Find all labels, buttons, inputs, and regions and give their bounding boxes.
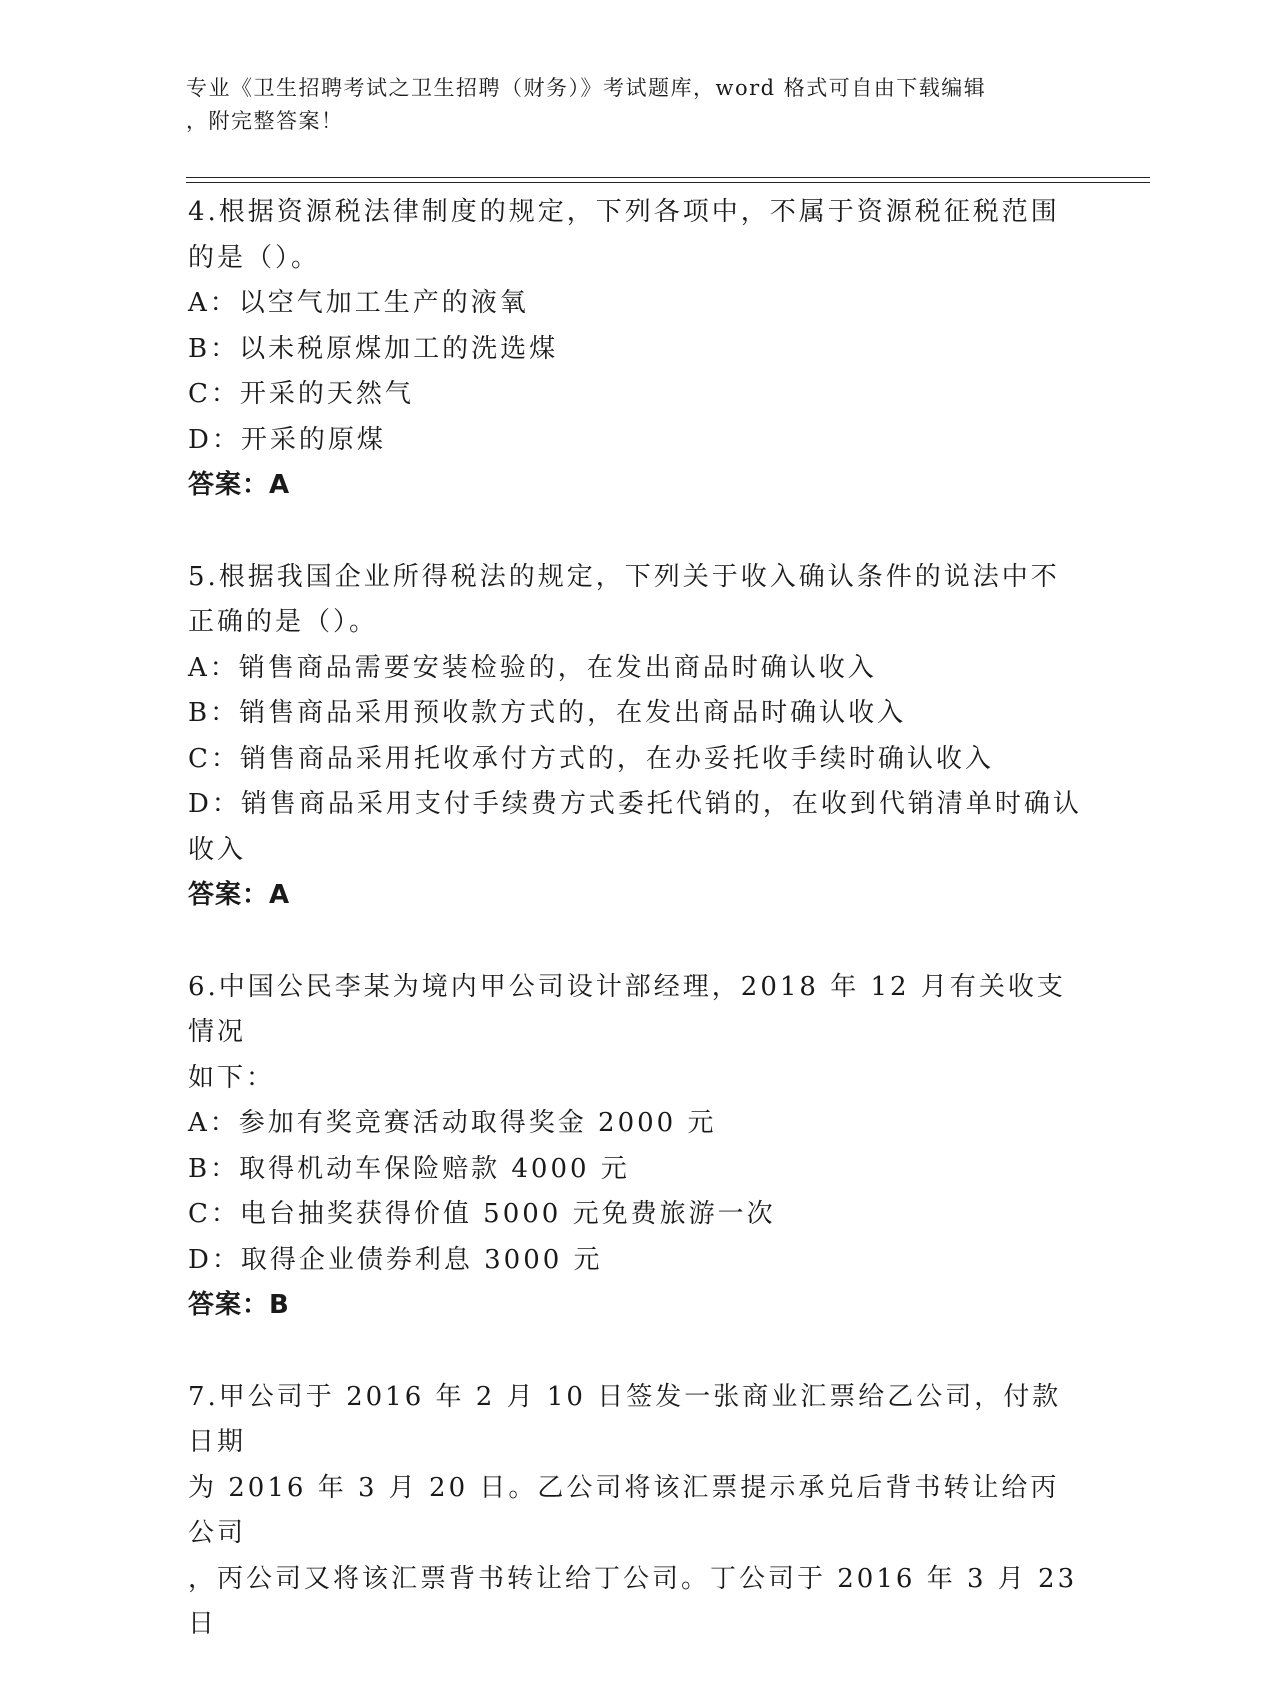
- option-a: A：参加有奖竞赛活动取得奖金 2000 元: [188, 1108, 717, 1138]
- question-list: [188, 190, 1088, 1694]
- option-d: D：取得企业债券利息 3000 元: [188, 1244, 603, 1275]
- header-rule-bottom: [186, 182, 1150, 183]
- option-c: C：电台抽奖获得价值 5000 元免费旅游一次: [188, 1199, 776, 1229]
- question-6: [188, 965, 1088, 1329]
- question-text-line: 如下：: [188, 1062, 276, 1093]
- option-a: A：销售商品需要安装检验的，在发出商品时确认收入: [188, 652, 877, 683]
- header-rule-top: [186, 177, 1150, 178]
- question-text-line: 为 2016 年 3 月 20 日。乙公司将该汇票提示承兑后背书转让给丙公司: [188, 1472, 1060, 1548]
- document-header: [186, 72, 1066, 138]
- option-a: A：以空气加工生产的液氧: [188, 288, 529, 318]
- question-text-line: 7.甲公司于 2016 年 2 月 10 日签发一张商业汇票给乙公司，付款日期: [188, 1381, 1062, 1457]
- question-text-line: 5.根据我国企业所得税法的规定，下列关于收入确认条件的说法中不: [188, 561, 1060, 592]
- question-5: [188, 555, 1088, 919]
- answer: 答案：A: [188, 880, 291, 910]
- question-text-line: ，丙公司又将该汇票背书转让给丁公司。丁公司于 2016 年 3 月 23 日: [188, 1563, 1078, 1639]
- option-d: D：开采的原煤: [188, 424, 386, 455]
- option-d-continued: 收入: [188, 834, 247, 865]
- question-4: [188, 190, 1088, 509]
- header-line-1: 专业《卫生招聘考试之卫生招聘（财务）》考试题库，word 格式可自由下载编辑: [186, 76, 987, 100]
- question-text-line: 6.中国公民李某为境内甲公司设计部经理，2018 年 12 月有关收支情况: [188, 971, 1066, 1047]
- option-c: C：销售商品采用托收承付方式的，在办妥托收手续时确认收入: [188, 743, 994, 774]
- question-text-line: 的是（）。: [188, 242, 321, 273]
- header-line-2: ，附完整答案！: [186, 109, 344, 133]
- question-7: [188, 1375, 1088, 1648]
- answer: 答案：A: [188, 470, 291, 500]
- question-text-line: 正确的是（）。: [188, 607, 379, 637]
- answer: 答案：B: [188, 1290, 290, 1320]
- option-d: D：销售商品采用支付手续费方式委托代销的，在收到代销清单时确认: [188, 789, 1082, 819]
- question-text-line: 4.根据资源税法律制度的规定，下列各项中，不属于资源税征税范围: [188, 197, 1060, 227]
- option-b: B：以未税原煤加工的洗选煤: [188, 333, 559, 364]
- option-b: B：取得机动车保险赔款 4000 元: [188, 1153, 630, 1184]
- option-b: B：销售商品采用预收款方式的，在发出商品时确认收入: [188, 698, 907, 728]
- option-c: C：开采的天然气: [188, 379, 414, 409]
